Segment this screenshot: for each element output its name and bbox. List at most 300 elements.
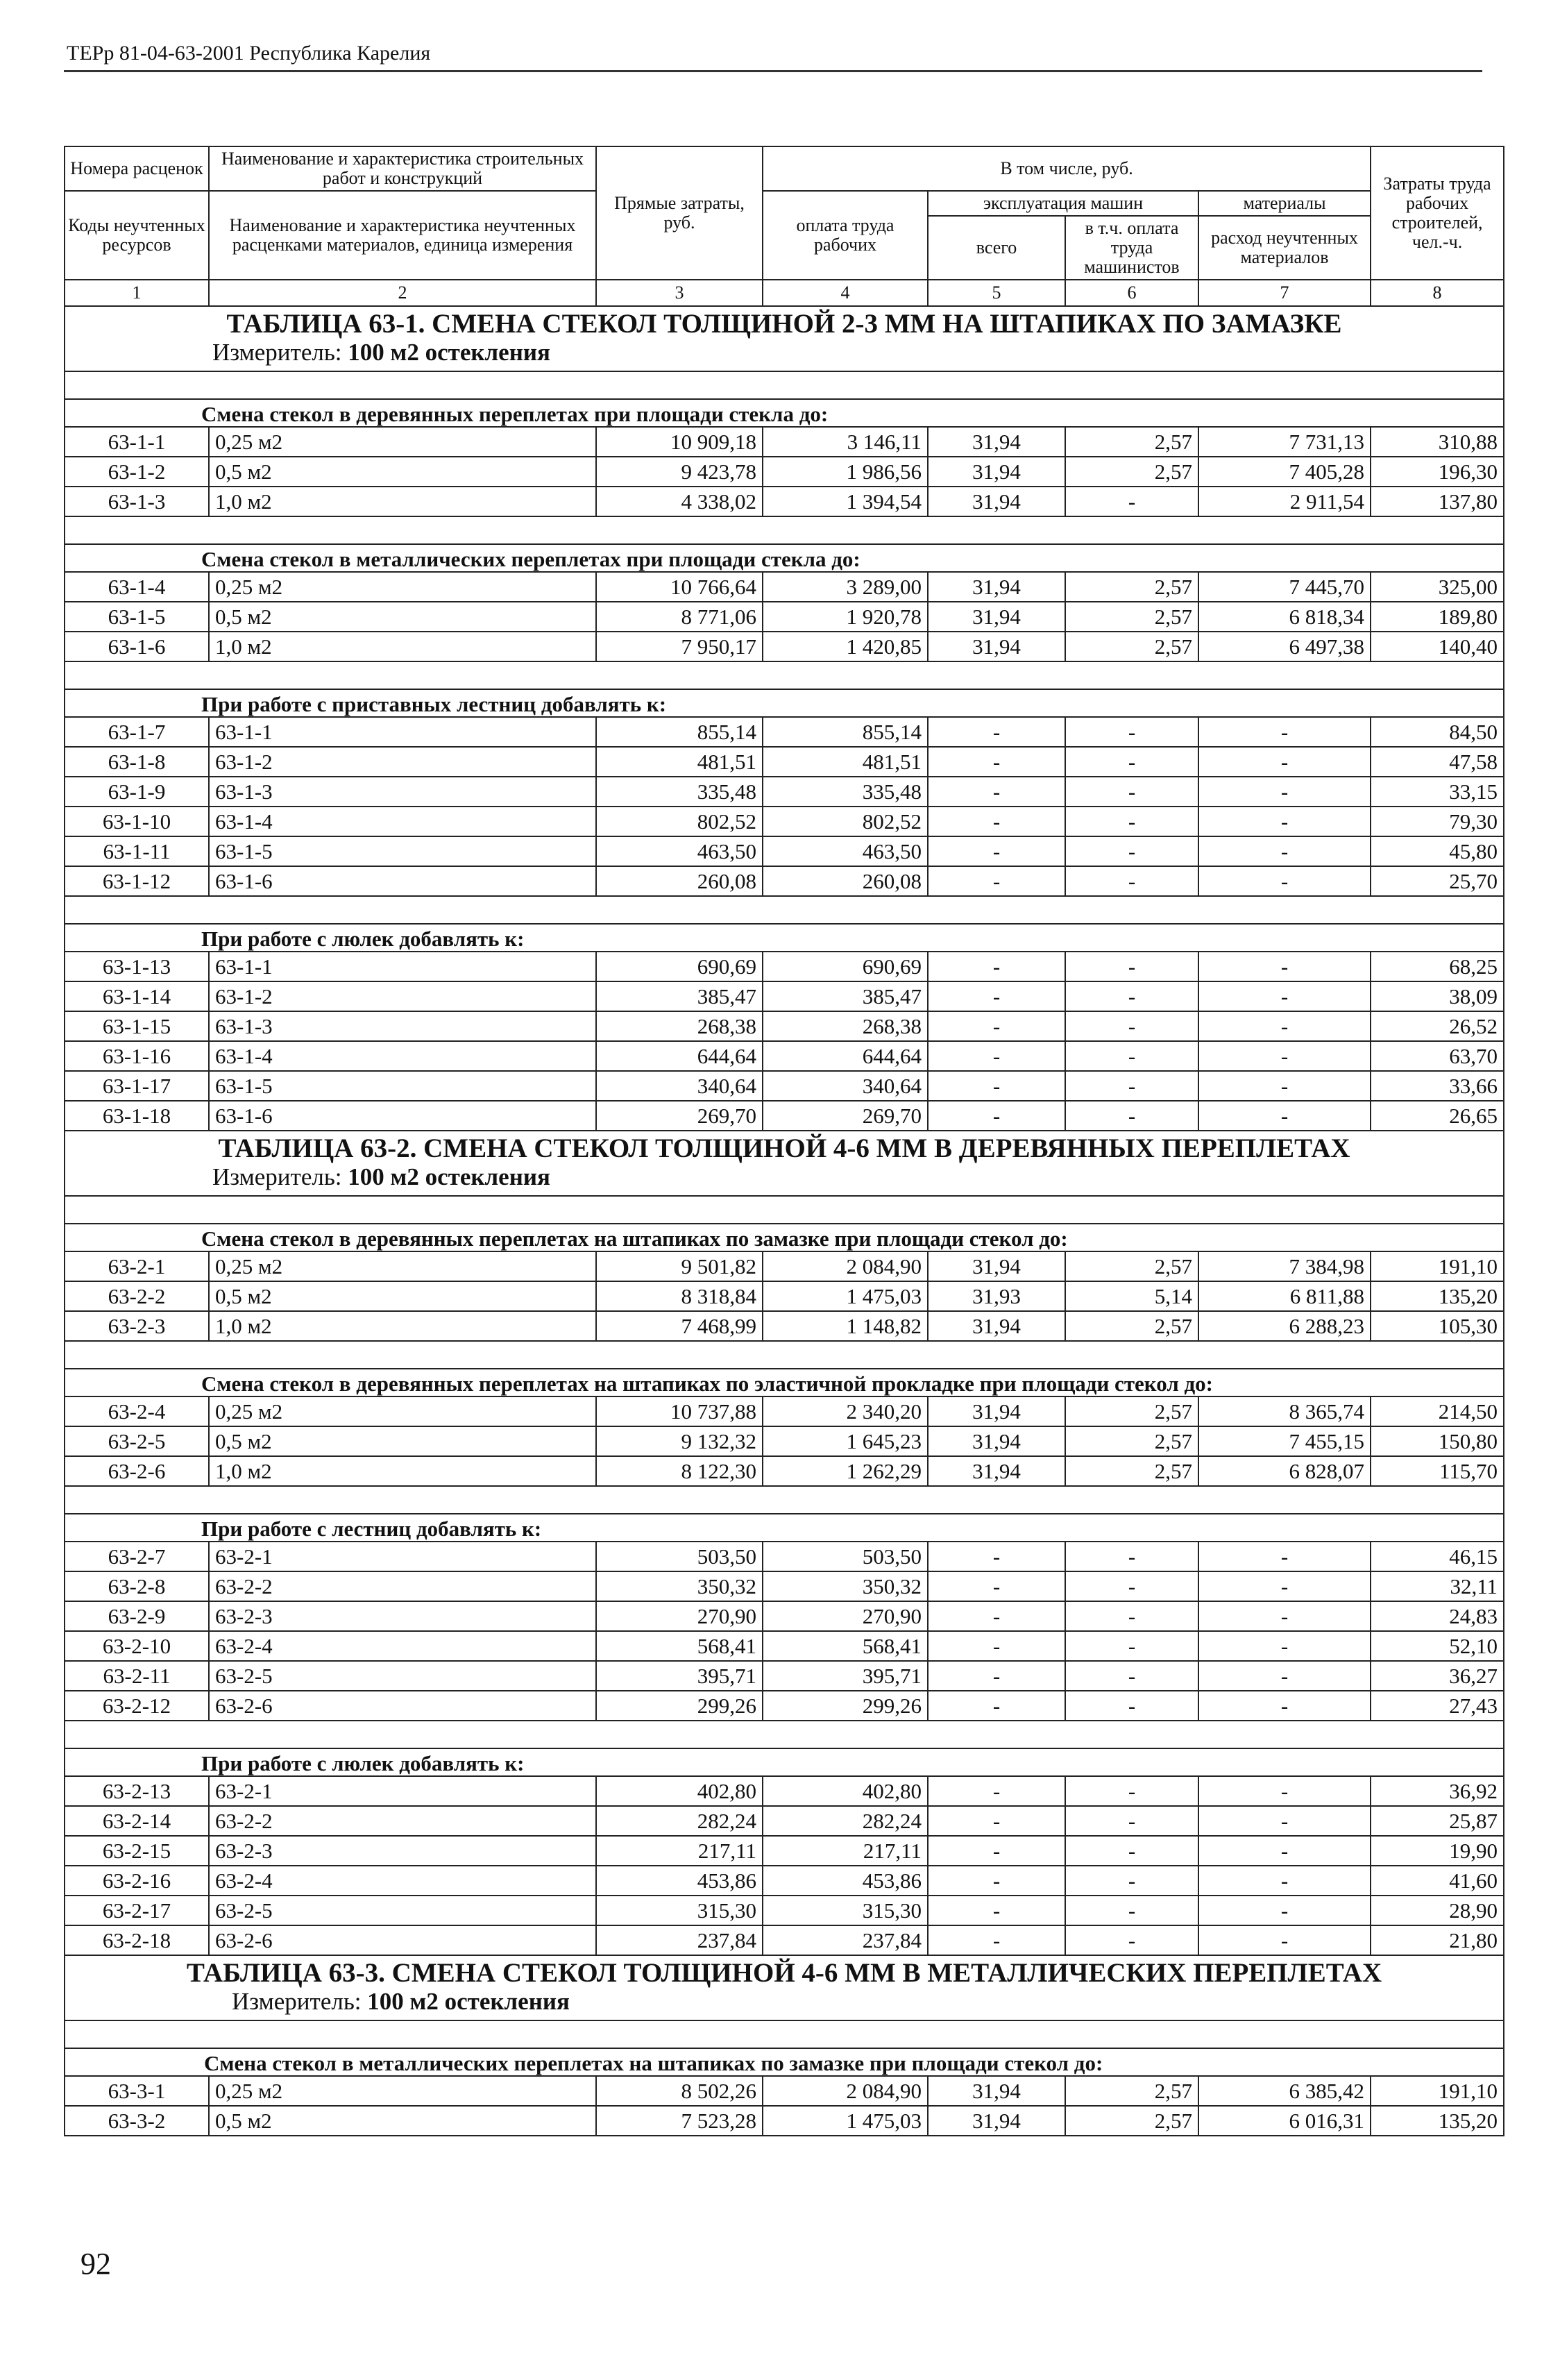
section-gap <box>65 1341 1504 1369</box>
cell-col7: 7 731,13 <box>1198 427 1371 457</box>
col3-header: Прямые затраты, руб. <box>596 146 763 280</box>
cell-col2: 63-2-1 <box>209 1776 596 1806</box>
cell-col5: - <box>928 1601 1065 1631</box>
cell-col3: 282,24 <box>596 1806 763 1836</box>
cell-col8: 191,10 <box>1371 1251 1504 1281</box>
cell-col6: - <box>1065 866 1198 896</box>
cell-col1: 63-1-11 <box>65 836 209 866</box>
cell-col7: - <box>1198 1011 1371 1041</box>
cell-col4: 1 986,56 <box>763 457 928 487</box>
cell-col4: 1 645,23 <box>763 1426 928 1456</box>
cell-col5: - <box>928 866 1065 896</box>
cell-col2: 63-1-5 <box>209 836 596 866</box>
cell-col7: - <box>1198 1896 1371 1925</box>
cell-col6: - <box>1065 952 1198 981</box>
cell-col3: 315,30 <box>596 1896 763 1925</box>
cell-col4: 1 475,03 <box>763 1281 928 1311</box>
cell-col1: 63-2-17 <box>65 1896 209 1925</box>
table-row <box>65 1896 1504 1925</box>
cell-col8: 32,11 <box>1371 1571 1504 1601</box>
column-number: 3 <box>596 280 763 306</box>
section-heading-row <box>65 1748 1504 1776</box>
cell-col1: 63-1-15 <box>65 1011 209 1041</box>
cell-col7: 6 016,31 <box>1198 2106 1371 2136</box>
cell-col3: 268,38 <box>596 1011 763 1041</box>
cell-col4: 237,84 <box>763 1925 928 1955</box>
section-gap <box>65 371 1504 399</box>
cell-col3: 402,80 <box>596 1776 763 1806</box>
cell-col1: 63-2-7 <box>65 1542 209 1571</box>
cell-col6: 2,57 <box>1065 1311 1198 1341</box>
cell-col3: 7 468,99 <box>596 1311 763 1341</box>
cell-col2: 63-1-4 <box>209 807 596 836</box>
section-heading-row <box>65 1369 1504 1396</box>
table-row <box>65 427 1504 457</box>
cell-col1: 63-2-13 <box>65 1776 209 1806</box>
cell-col3: 8 771,06 <box>596 602 763 632</box>
cell-col4: 402,80 <box>763 1776 928 1806</box>
cell-col4: 1 420,85 <box>763 632 928 661</box>
cell-col5: - <box>928 1925 1065 1955</box>
cell-col8: 33,15 <box>1371 777 1504 807</box>
cell-col7: - <box>1198 1041 1371 1071</box>
cell-col4: 3 146,11 <box>763 427 928 457</box>
cell-col7: 7 455,15 <box>1198 1426 1371 1456</box>
cell-col5: 31,94 <box>928 1456 1065 1486</box>
cell-col1: 63-2-18 <box>65 1925 209 1955</box>
cell-col8: 68,25 <box>1371 952 1504 981</box>
column-numbers-row <box>65 280 1504 306</box>
column-number: 6 <box>1065 280 1198 306</box>
cell-col1: 63-1-14 <box>65 981 209 1011</box>
cell-col8: 21,80 <box>1371 1925 1504 1955</box>
section-gap-row <box>65 661 1504 689</box>
cell-col4: 2 084,90 <box>763 2076 928 2106</box>
cell-col5: 31,94 <box>928 427 1065 457</box>
section-heading: Смена стекол в деревянных переплетах на штапиках по замазке при площади стекол до: <box>65 1224 1504 1251</box>
cell-col7: - <box>1198 1542 1371 1571</box>
section-heading: При работе с люлек добавлять к: <box>65 1748 1504 1776</box>
table-row <box>65 1396 1504 1426</box>
cell-col5: 31,94 <box>928 1251 1065 1281</box>
cell-col7: - <box>1198 777 1371 807</box>
cell-col6: - <box>1065 717 1198 747</box>
cell-col8: 191,10 <box>1371 2076 1504 2106</box>
cell-col5: - <box>928 1836 1065 1866</box>
cell-col8: 33,66 <box>1371 1071 1504 1101</box>
cell-col3: 10 909,18 <box>596 427 763 457</box>
cell-col3: 9 501,82 <box>596 1251 763 1281</box>
cell-col5: - <box>928 717 1065 747</box>
cell-col4: 385,47 <box>763 981 928 1011</box>
table-row <box>65 1426 1504 1456</box>
section-gap <box>65 896 1504 924</box>
cell-col5: 31,94 <box>928 2106 1065 2136</box>
cell-col5: - <box>928 1631 1065 1661</box>
cell-col6: - <box>1065 1041 1198 1071</box>
cell-col8: 36,92 <box>1371 1776 1504 1806</box>
cell-col5: - <box>928 1896 1065 1925</box>
cell-col5: - <box>928 777 1065 807</box>
cell-col3: 7 950,17 <box>596 632 763 661</box>
cell-col1: 63-3-2 <box>65 2106 209 2136</box>
cell-col6: - <box>1065 1071 1198 1101</box>
cell-col5: 31,94 <box>928 487 1065 516</box>
table-row <box>65 1011 1504 1041</box>
cell-col6: - <box>1065 1661 1198 1691</box>
cell-col6: - <box>1065 807 1198 836</box>
cell-col5: - <box>928 1542 1065 1571</box>
cell-col1: 63-2-16 <box>65 1866 209 1896</box>
table-row <box>65 777 1504 807</box>
section-heading: Смена стекол в деревянных переплетах при площади стекла до: <box>65 399 1504 427</box>
cell-col4: 282,24 <box>763 1806 928 1836</box>
cell-col4: 1 394,54 <box>763 487 928 516</box>
cell-col2: 63-2-2 <box>209 1571 596 1601</box>
col2-bottom-header: Наименование и характеристика неучтенных расценками материалов, единица измерения <box>209 191 596 280</box>
cell-col6: - <box>1065 487 1198 516</box>
cell-col8: 25,70 <box>1371 866 1504 896</box>
table-row <box>65 1836 1504 1866</box>
cell-col2: 0,5 м2 <box>209 2106 596 2136</box>
cell-col8: 196,30 <box>1371 457 1504 487</box>
cell-col5: 31,94 <box>928 1426 1065 1456</box>
cell-col3: 395,71 <box>596 1661 763 1691</box>
cell-col8: 214,50 <box>1371 1396 1504 1426</box>
cell-col2: 0,5 м2 <box>209 1281 596 1311</box>
table-title: ТАБЛИЦА 63-2. СМЕНА СТЕКОЛ ТОЛЩИНОЙ 4-6 ММ В ДЕРЕВЯННЫХ ПЕРЕПЛЕТАХ <box>218 1133 1350 1163</box>
cell-col8: 189,80 <box>1371 602 1504 632</box>
cell-col5: - <box>928 1691 1065 1721</box>
cell-col2: 63-1-2 <box>209 747 596 777</box>
cell-col4: 270,90 <box>763 1601 928 1631</box>
cell-col7: - <box>1198 1806 1371 1836</box>
cell-col7: - <box>1198 717 1371 747</box>
table-title-row <box>65 306 1504 371</box>
cell-col2: 63-1-1 <box>209 952 596 981</box>
cell-col6: 2,57 <box>1065 2076 1198 2106</box>
section-gap <box>65 661 1504 689</box>
rates-table <box>64 146 1504 2136</box>
meter-value: 100 м2 остекления <box>367 1988 570 2015</box>
table-row <box>65 1071 1504 1101</box>
cell-col6: - <box>1065 777 1198 807</box>
cell-col6: 2,57 <box>1065 1456 1198 1486</box>
materials-header: материалы <box>1198 191 1371 216</box>
cell-col8: 135,20 <box>1371 1281 1504 1311</box>
cell-col6: - <box>1065 1866 1198 1896</box>
section-heading-row <box>65 689 1504 717</box>
running-title: ТЕРр 81-04-63-2001 Республика Карелия <box>67 42 431 65</box>
section-heading: При работе с люлек добавлять к: <box>65 924 1504 952</box>
cell-col3: 10 766,64 <box>596 572 763 602</box>
cell-col7: - <box>1198 1866 1371 1896</box>
cell-col3: 340,64 <box>596 1071 763 1101</box>
cell-col1: 63-1-2 <box>65 457 209 487</box>
cell-col7: - <box>1198 1836 1371 1866</box>
cell-col7: - <box>1198 1601 1371 1631</box>
cell-col2: 0,5 м2 <box>209 1426 596 1456</box>
cell-col5: - <box>928 1011 1065 1041</box>
cell-col3: 7 523,28 <box>596 2106 763 2136</box>
cell-col6: 2,57 <box>1065 602 1198 632</box>
section-gap <box>65 1721 1504 1748</box>
cell-col6: - <box>1065 1776 1198 1806</box>
meter-value: 100 м2 остекления <box>348 339 550 366</box>
section-heading-row <box>65 924 1504 952</box>
cell-col8: 28,90 <box>1371 1896 1504 1925</box>
table-row <box>65 807 1504 836</box>
cell-col8: 27,43 <box>1371 1691 1504 1721</box>
cell-col3: 10 737,88 <box>596 1396 763 1426</box>
cell-col7: - <box>1198 807 1371 836</box>
cell-col5: - <box>928 1776 1065 1806</box>
cell-col7: 7 445,70 <box>1198 572 1371 602</box>
cell-col8: 45,80 <box>1371 836 1504 866</box>
cell-col2: 0,25 м2 <box>209 572 596 602</box>
cell-col8: 26,65 <box>1371 1101 1504 1131</box>
cell-col1: 63-2-9 <box>65 1601 209 1631</box>
table-row <box>65 1661 1504 1691</box>
cell-col1: 63-2-15 <box>65 1836 209 1866</box>
cell-col2: 0,5 м2 <box>209 602 596 632</box>
cell-col6: 2,57 <box>1065 457 1198 487</box>
cell-col8: 19,90 <box>1371 1836 1504 1866</box>
cell-col8: 25,87 <box>1371 1806 1504 1836</box>
cell-col2: 63-1-3 <box>209 1011 596 1041</box>
section-gap-row <box>65 896 1504 924</box>
cell-col8: 38,09 <box>1371 981 1504 1011</box>
cell-col4: 299,26 <box>763 1691 928 1721</box>
cell-col6: - <box>1065 1601 1198 1631</box>
table-row <box>65 1925 1504 1955</box>
cell-col3: 8 122,30 <box>596 1456 763 1486</box>
column-number: 8 <box>1371 280 1504 306</box>
group-header: В том числе, руб. <box>763 146 1371 191</box>
cell-col7: - <box>1198 1691 1371 1721</box>
cell-col2: 63-1-6 <box>209 1101 596 1131</box>
column-number: 4 <box>763 280 928 306</box>
cell-col5: - <box>928 1041 1065 1071</box>
cell-col3: 481,51 <box>596 747 763 777</box>
cell-col1: 63-1-12 <box>65 866 209 896</box>
cell-col2: 1,0 м2 <box>209 1311 596 1341</box>
section-gap <box>65 2020 1504 2048</box>
cell-col7: - <box>1198 1571 1371 1601</box>
cell-col6: - <box>1065 981 1198 1011</box>
section-heading-row <box>65 1514 1504 1542</box>
cell-col6: 2,57 <box>1065 2106 1198 2136</box>
cell-col3: 503,50 <box>596 1542 763 1571</box>
cell-col1: 63-2-2 <box>65 1281 209 1311</box>
cell-col5: - <box>928 981 1065 1011</box>
cell-col4: 690,69 <box>763 952 928 981</box>
cell-col5: - <box>928 952 1065 981</box>
cell-col4: 269,70 <box>763 1101 928 1131</box>
cell-col3: 453,86 <box>596 1866 763 1896</box>
table-header <box>65 146 1504 280</box>
section-gap-row <box>65 1196 1504 1224</box>
cell-col8: 105,30 <box>1371 1311 1504 1341</box>
cell-col2: 63-2-4 <box>209 1866 596 1896</box>
cell-col2: 1,0 м2 <box>209 632 596 661</box>
table-row <box>65 1866 1504 1896</box>
cell-col7: - <box>1198 747 1371 777</box>
cell-col1: 63-2-3 <box>65 1311 209 1341</box>
table-row <box>65 572 1504 602</box>
cell-col2: 63-1-5 <box>209 1071 596 1101</box>
table-row <box>65 602 1504 632</box>
cell-col7: - <box>1198 1776 1371 1806</box>
col1-top-header: Номера расценок <box>65 146 209 191</box>
cell-col7: 2 911,54 <box>1198 487 1371 516</box>
cell-col2: 63-1-4 <box>209 1041 596 1071</box>
cell-col1: 63-1-9 <box>65 777 209 807</box>
cell-col2: 63-2-6 <box>209 1691 596 1721</box>
cell-col8: 47,58 <box>1371 747 1504 777</box>
section-gap <box>65 516 1504 544</box>
cell-col4: 350,32 <box>763 1571 928 1601</box>
col1-bottom-header: Коды неучтенных ресурсов <box>65 191 209 280</box>
cell-col3: 385,47 <box>596 981 763 1011</box>
table-row <box>65 2106 1504 2136</box>
section-gap-row <box>65 1486 1504 1514</box>
col5-header: всего <box>928 216 1065 280</box>
table-title-row <box>65 1955 1504 2020</box>
cell-col3: 260,08 <box>596 866 763 896</box>
section-heading: Смена стекол в металлических переплетах при площади стекла до: <box>65 544 1504 572</box>
meter-label: Измеритель: <box>232 1988 362 2015</box>
cell-col2: 63-1-2 <box>209 981 596 1011</box>
cell-col7: - <box>1198 1071 1371 1101</box>
cell-col5: 31,94 <box>928 1311 1065 1341</box>
cell-col5: 31,94 <box>928 1396 1065 1426</box>
cell-col6: 5,14 <box>1065 1281 1198 1311</box>
table-row <box>65 1776 1504 1806</box>
section-gap-row <box>65 1341 1504 1369</box>
cell-col5: - <box>928 1071 1065 1101</box>
cell-col8: 79,30 <box>1371 807 1504 836</box>
cell-col2: 63-2-1 <box>209 1542 596 1571</box>
cell-col1: 63-1-3 <box>65 487 209 516</box>
cell-col4: 2 340,20 <box>763 1396 928 1426</box>
table-title-cell <box>65 306 1504 371</box>
cell-col3: 855,14 <box>596 717 763 747</box>
section-heading: Смена стекол в металлических переплетах на штапиках по замазке при площади стекол до: <box>65 2048 1504 2076</box>
cell-col1: 63-2-5 <box>65 1426 209 1456</box>
cell-col5: - <box>928 1101 1065 1131</box>
table-row <box>65 2076 1504 2106</box>
cell-col8: 63,70 <box>1371 1041 1504 1071</box>
cell-col1: 63-2-10 <box>65 1631 209 1661</box>
cell-col8: 36,27 <box>1371 1661 1504 1691</box>
cell-col7: - <box>1198 836 1371 866</box>
cell-col3: 463,50 <box>596 836 763 866</box>
section-heading-row <box>65 1224 1504 1251</box>
cell-col5: - <box>928 1661 1065 1691</box>
cell-col6: - <box>1065 1571 1198 1601</box>
cell-col2: 0,25 м2 <box>209 1396 596 1426</box>
cell-col5: - <box>928 747 1065 777</box>
machines-header: эксплуатация машин <box>928 191 1198 216</box>
table-title: ТАБЛИЦА 63-3. СМЕНА СТЕКОЛ ТОЛЩИНОЙ 4-6 ММ В МЕТАЛЛИЧЕСКИХ ПЕРЕПЛЕТАХ <box>186 1958 1382 1988</box>
cell-col6: - <box>1065 1011 1198 1041</box>
cell-col1: 63-1-7 <box>65 717 209 747</box>
cell-col5: - <box>928 1571 1065 1601</box>
cell-col3: 4 338,02 <box>596 487 763 516</box>
cell-col4: 503,50 <box>763 1542 928 1571</box>
cell-col8: 46,15 <box>1371 1542 1504 1571</box>
table-row <box>65 457 1504 487</box>
cell-col1: 63-1-5 <box>65 602 209 632</box>
cell-col2: 0,25 м2 <box>209 2076 596 2106</box>
cell-col3: 299,26 <box>596 1691 763 1721</box>
cell-col7: 7 384,98 <box>1198 1251 1371 1281</box>
cell-col3: 690,69 <box>596 952 763 981</box>
cell-col5: - <box>928 1806 1065 1836</box>
cell-col3: 644,64 <box>596 1041 763 1071</box>
section-gap <box>65 1196 1504 1224</box>
cell-col5: - <box>928 807 1065 836</box>
cell-col8: 137,80 <box>1371 487 1504 516</box>
cell-col3: 8 318,84 <box>596 1281 763 1311</box>
section-gap-row <box>65 2020 1504 2048</box>
cell-col7: - <box>1198 952 1371 981</box>
cell-col1: 63-2-12 <box>65 1691 209 1721</box>
cell-col7: - <box>1198 981 1371 1011</box>
section-heading: При работе с приставных лестниц добавлять к: <box>65 689 1504 717</box>
cell-col2: 63-2-5 <box>209 1661 596 1691</box>
table-row <box>65 1101 1504 1131</box>
table-title-row <box>65 1131 1504 1196</box>
table-row <box>65 1631 1504 1661</box>
cell-col7: - <box>1198 866 1371 896</box>
cell-col4: 1 148,82 <box>763 1311 928 1341</box>
cell-col1: 63-2-8 <box>65 1571 209 1601</box>
section-gap-row <box>65 1721 1504 1748</box>
cell-col1: 63-1-8 <box>65 747 209 777</box>
table-meter <box>71 1988 1498 2016</box>
cell-col6: - <box>1065 836 1198 866</box>
cell-col1: 63-1-17 <box>65 1071 209 1101</box>
table-title-cell <box>65 1955 1504 2020</box>
cell-col6: - <box>1065 1631 1198 1661</box>
cell-col3: 802,52 <box>596 807 763 836</box>
cell-col4: 855,14 <box>763 717 928 747</box>
table-row <box>65 1041 1504 1071</box>
cell-col2: 63-1-3 <box>209 777 596 807</box>
cell-col7: 6 288,23 <box>1198 1311 1371 1341</box>
column-number: 2 <box>209 280 596 306</box>
cell-col2: 1,0 м2 <box>209 487 596 516</box>
col4-header: оплата труда рабочих <box>763 191 928 280</box>
col8-header: Затраты труда рабочих строителей, чел.-ч. <box>1371 146 1504 280</box>
section-gap-row <box>65 371 1504 399</box>
table-meter <box>71 339 1498 366</box>
table-row <box>65 1691 1504 1721</box>
cell-col2: 63-2-3 <box>209 1836 596 1866</box>
table-row <box>65 952 1504 981</box>
cell-col7: - <box>1198 1661 1371 1691</box>
cell-col4: 463,50 <box>763 836 928 866</box>
section-gap-row <box>65 516 1504 544</box>
table-row <box>65 981 1504 1011</box>
cell-col5: 31,94 <box>928 572 1065 602</box>
cell-col5: - <box>928 836 1065 866</box>
cell-col4: 481,51 <box>763 747 928 777</box>
cell-col1: 63-1-1 <box>65 427 209 457</box>
cell-col6: 2,57 <box>1065 1251 1198 1281</box>
